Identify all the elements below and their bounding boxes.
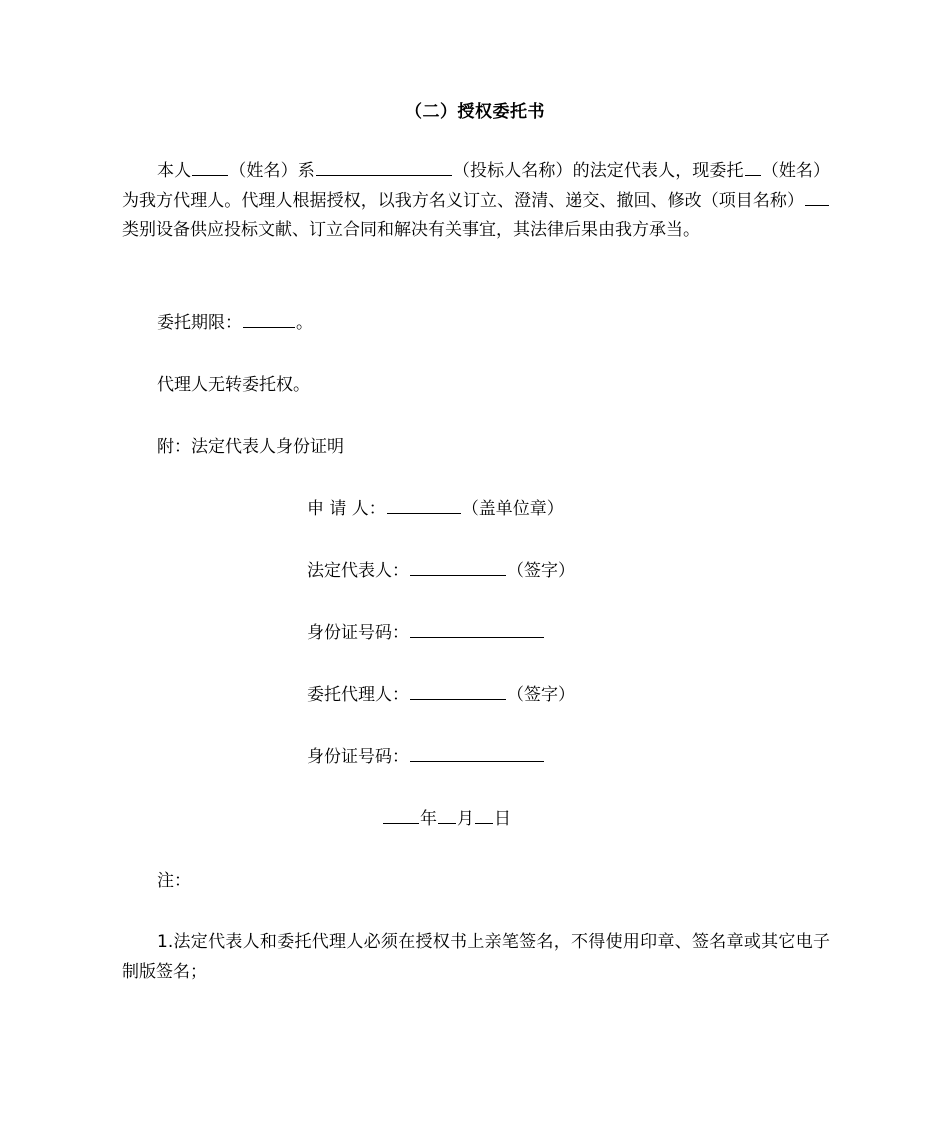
id-number-line-2 [307, 742, 545, 767]
day-label: 日 [494, 809, 511, 829]
note-item-1: 1.法定代表人和委托代理人必须在授权书上亲笔签名，不得使用印章、签名章或其它电子制版签名； [122, 932, 830, 982]
id-blank-2 [410, 760, 544, 762]
intro-text-2: （姓名）系 [229, 161, 315, 181]
term-line [157, 308, 313, 333]
intro-text-5: 类别设备供应投标文献、订立合同和解决有关事宜，其法律后果由我方承当。 [122, 220, 700, 240]
note-label: 注： [157, 871, 191, 891]
attachment-line: 附：法定代表人身份证明 [157, 437, 344, 457]
agent-suffix: （签字） [507, 685, 575, 705]
no-transfer-line: 代理人无转委托权。 [157, 375, 310, 395]
bidder-name-blank [316, 174, 452, 176]
term-blank [243, 326, 295, 328]
agent-name-blank [745, 174, 761, 176]
legal-rep-line [307, 556, 575, 581]
term-label: 委托期限： [157, 313, 242, 333]
year-blank [383, 822, 419, 824]
term-suffix: 。 [296, 313, 313, 333]
agent-line [307, 680, 575, 705]
day-blank [475, 822, 493, 824]
id-label-2: 身份证号码： [307, 747, 409, 767]
legal-rep-label: 法定代表人： [307, 561, 409, 581]
applicant-line [307, 494, 564, 519]
category-blank [805, 204, 829, 206]
legal-rep-blank [410, 574, 506, 576]
intro-text-1: 本人 [157, 161, 192, 181]
month-label: 月 [457, 809, 474, 829]
name-blank [192, 174, 228, 176]
agent-blank [410, 698, 506, 700]
authorization-paragraph [122, 157, 830, 246]
year-label: 年 [420, 809, 437, 829]
intro-text-3: （投标人名称）的法定代表人，现委托 [452, 161, 744, 181]
month-blank [438, 822, 456, 824]
id-blank-1 [410, 636, 544, 638]
applicant-suffix: （盖单位章） [461, 499, 564, 519]
document-title: （二）授权委托书 [405, 102, 545, 122]
agent-label: 委托代理人： [307, 685, 409, 705]
date-line [382, 804, 511, 829]
intro-text-4: （姓名）为我方代理人。代理人根据授权，以我方名义订立、澄清、递交、撤回、修改（项目名称） [122, 161, 831, 211]
id-label-1: 身份证号码： [307, 623, 409, 643]
legal-rep-suffix: （签字） [507, 561, 575, 581]
applicant-label: 申 请 人： [307, 499, 386, 519]
id-number-line-1 [307, 618, 545, 643]
applicant-blank [387, 512, 461, 514]
